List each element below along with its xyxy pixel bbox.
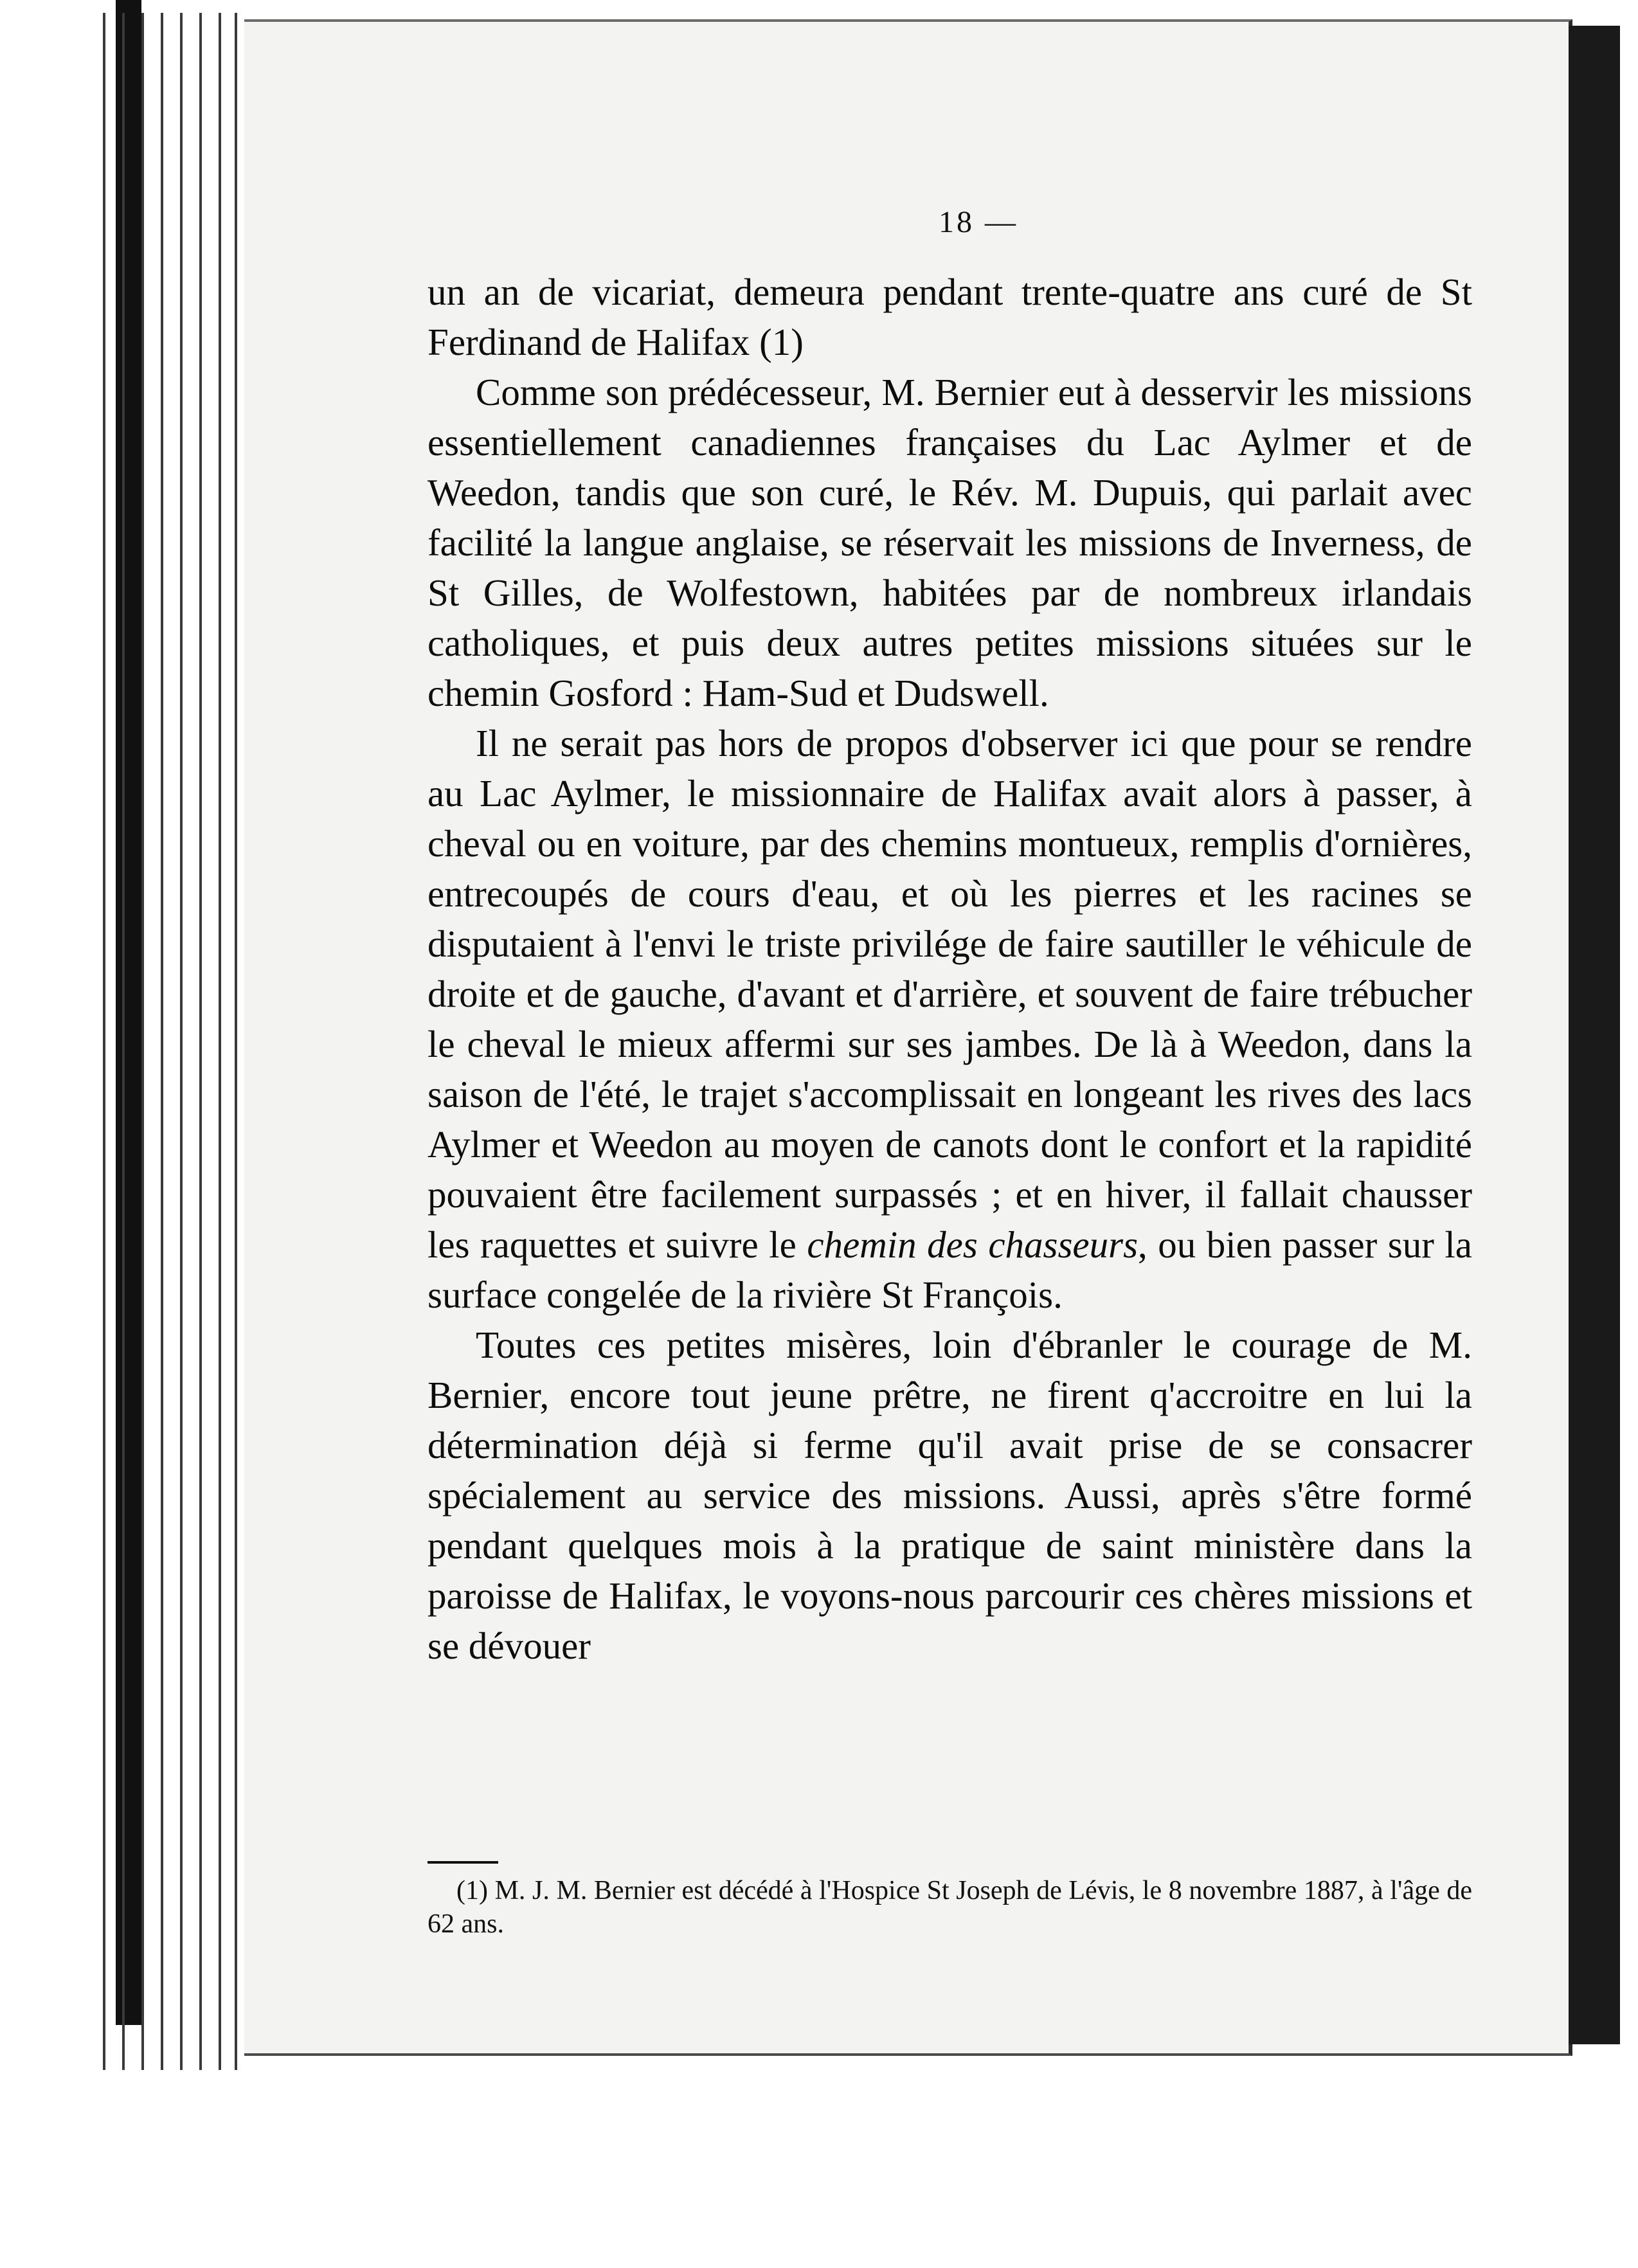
footnote-text: (1) M. J. M. Bernier est décédé à l'Hospice St Joseph de Lévis, le 8 novembre 1887, à l'âge de 62 ans. bbox=[428, 1876, 1472, 1939]
paragraph-3-part-1: Il ne serait pas hors de propos d'observer ici que pour se rendre au Lac Aylmer, le missionnaire de Halifax avait alors à passer, à cheval ou en voiture, par des chemins montueux, remplis d'ornières, entrecoupés de cours d'eau, et où les pierres et les racines se disputaient à l'envi le triste privilége de faire sautiller le véhicule de droite et de gauche, d'avant et d'arrière, et souvent de faire trébucher le cheval le mieux affermi sur ses jambes. De là à Weedon, dans la saison de l'été, le trajet s'accomplissait en longeant les rives des lacs Aylmer et Weedon au moyen de canots dont le confort et la rapidité pouvaient être facilement surpassés ; et en hiver, il fallait chausser les raquettes et suivre le bbox=[428, 722, 1472, 1266]
paragraph-4: Toutes ces petites misères, loin d'ébranler le courage de M. Bernier, encore tout jeune prêtre, ne firent q'accroitre en lui la détermination déjà si ferme qu'il avait prise de se consacrer spécialement au service des missions. Aussi, après s'être formé pendant quelques mois à la pratique de saint ministère dans la paroisse de Halifax, le voyons-nous parcourir ces chères missions et se dévouer bbox=[428, 1324, 1472, 1667]
footnote-divider bbox=[428, 1861, 498, 1864]
paragraph-3 bbox=[428, 718, 1472, 1320]
body-text bbox=[428, 267, 1472, 1671]
right-edge-shadow bbox=[1569, 26, 1620, 2044]
page-edges-stack bbox=[96, 13, 264, 2070]
paragraph-3-part-2: , ou bien passer sur la surface congelée de la rivière St François. bbox=[428, 1223, 1472, 1316]
paragraph-1: un an de vicariat, demeura pendant trente-quatre ans curé de St Ferdinand de Halifax (1) bbox=[428, 271, 1472, 363]
paragraph-3-italic: chemin des chasseurs bbox=[807, 1223, 1138, 1266]
page-number: 18 — bbox=[939, 205, 1018, 239]
paragraph-2: Comme son prédécesseur, M. Bernier eut à desservir les missions essentiellement canadiennes françaises du Lac Aylmer et de Weedon, tandis que son curé, le Rév. M. Dupuis, qui parlait avec facilité la langue anglaise, se réservait les missions de Inverness, de St Gilles, de Wolfestown, habitées par de nombreux irlandais catholiques, et puis deux autres petites missions situées sur le chemin Gosford : Ham-Sud et Dudswell. bbox=[428, 371, 1472, 714]
footnote bbox=[428, 1874, 1472, 1941]
